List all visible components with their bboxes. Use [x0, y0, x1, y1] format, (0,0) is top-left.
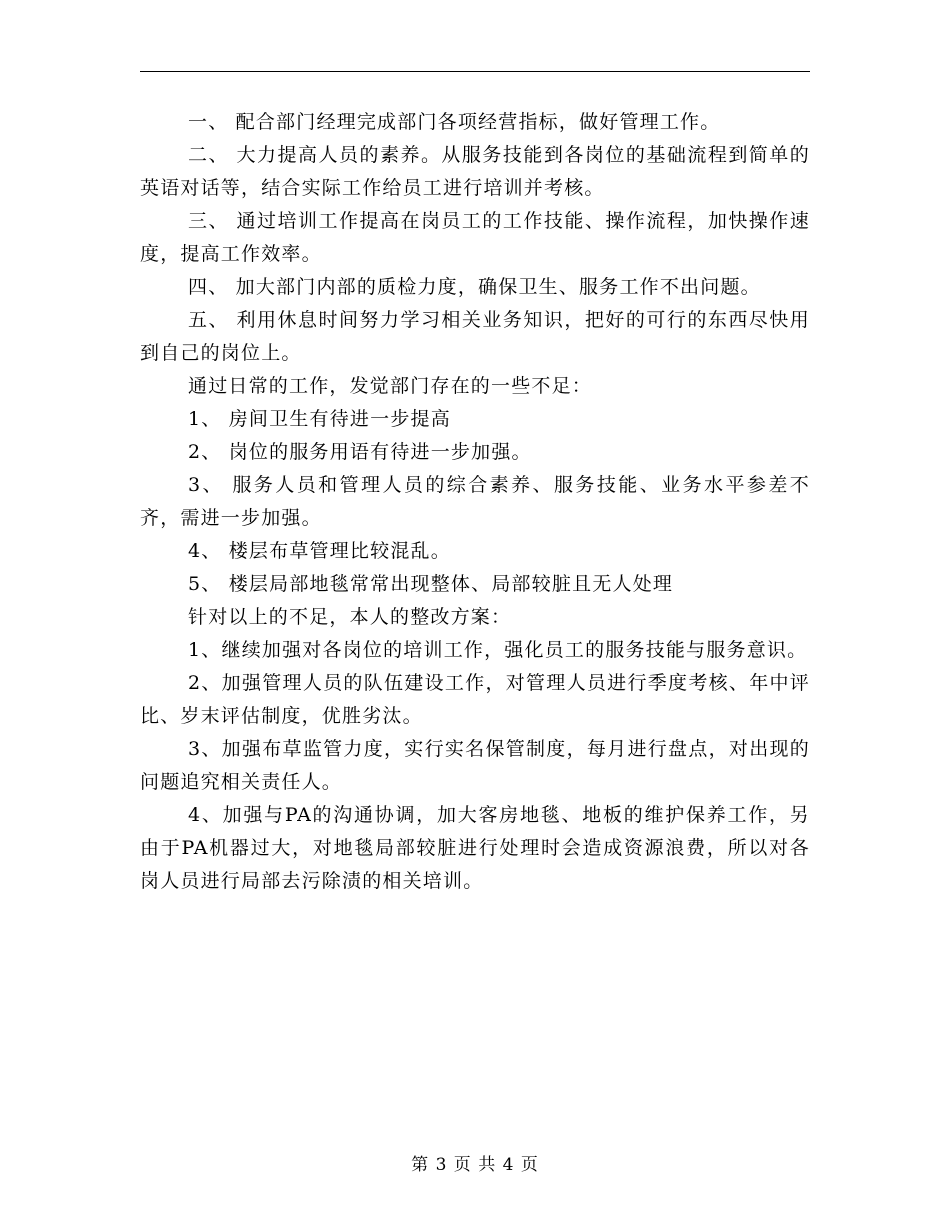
paragraph: 通过日常的工作，发觉部门存在的一些不足： — [188, 375, 593, 397]
paragraph: 2、 岗位的服务用语有待进一步加强。 — [188, 441, 532, 463]
page-number-footer: 第 3 页 共 4 页 — [411, 1155, 539, 1175]
paragraph: 2、加强管理人员的队伍建设工作，对管理人员进行季度考核、年中评比、岁末评估制度，优胜劣汰。 — [140, 672, 810, 727]
paragraph: 五、 利用休息时间努力学习相关业务知识，把好的可行的东西尽快用到自己的岗位上。 — [140, 309, 810, 364]
paragraph: 二、 大力提高人员的素养。从服务技能到各岗位的基础流程到简单的英语对话等，结合实际工作给员工进行培训并考核。 — [140, 144, 810, 199]
paragraph: 3、 服务人员和管理人员的综合素养、服务技能、业务水平参差不齐，需进一步加强。 — [140, 474, 810, 529]
header-rule — [140, 71, 810, 72]
paragraph: 3、加强布草监管力度，实行实名保管制度，每月进行盘点，对出现的问题追究相关责任人。 — [140, 738, 810, 793]
paragraph: 4、加强与PA的沟通协调，加大客房地毯、地板的维护保养工作，另由于PA机器过大，对地毯局部较脏进行处理时会造成资源浪费，所以对各岗人员进行局部去污除渍的相关培训。 — [140, 804, 810, 892]
paragraph: 1、继续加强对各岗位的培训工作，强化员工的服务技能与服务意识。 — [188, 639, 808, 661]
paragraph: 针对以上的不足，本人的整改方案： — [188, 606, 512, 628]
paragraph: 5、 楼层局部地毯常常出现整体、局部较脏且无人处理 — [188, 573, 674, 595]
paragraph: 一、 配合部门经理完成部门各项经营指标，做好管理工作。 — [188, 111, 721, 133]
paragraph: 四、 加大部门内部的质检力度，确保卫生、服务工作不出问题。 — [188, 276, 761, 298]
document-body — [140, 106, 810, 898]
paragraph: 1、 房间卫生有待进一步提高 — [188, 408, 451, 430]
paragraph: 4、 楼层布草管理比较混乱。 — [188, 540, 451, 562]
paragraph: 三、 通过培训工作提高在岗员工的工作技能、操作流程，加快操作速度，提高工作效率。 — [140, 210, 810, 265]
